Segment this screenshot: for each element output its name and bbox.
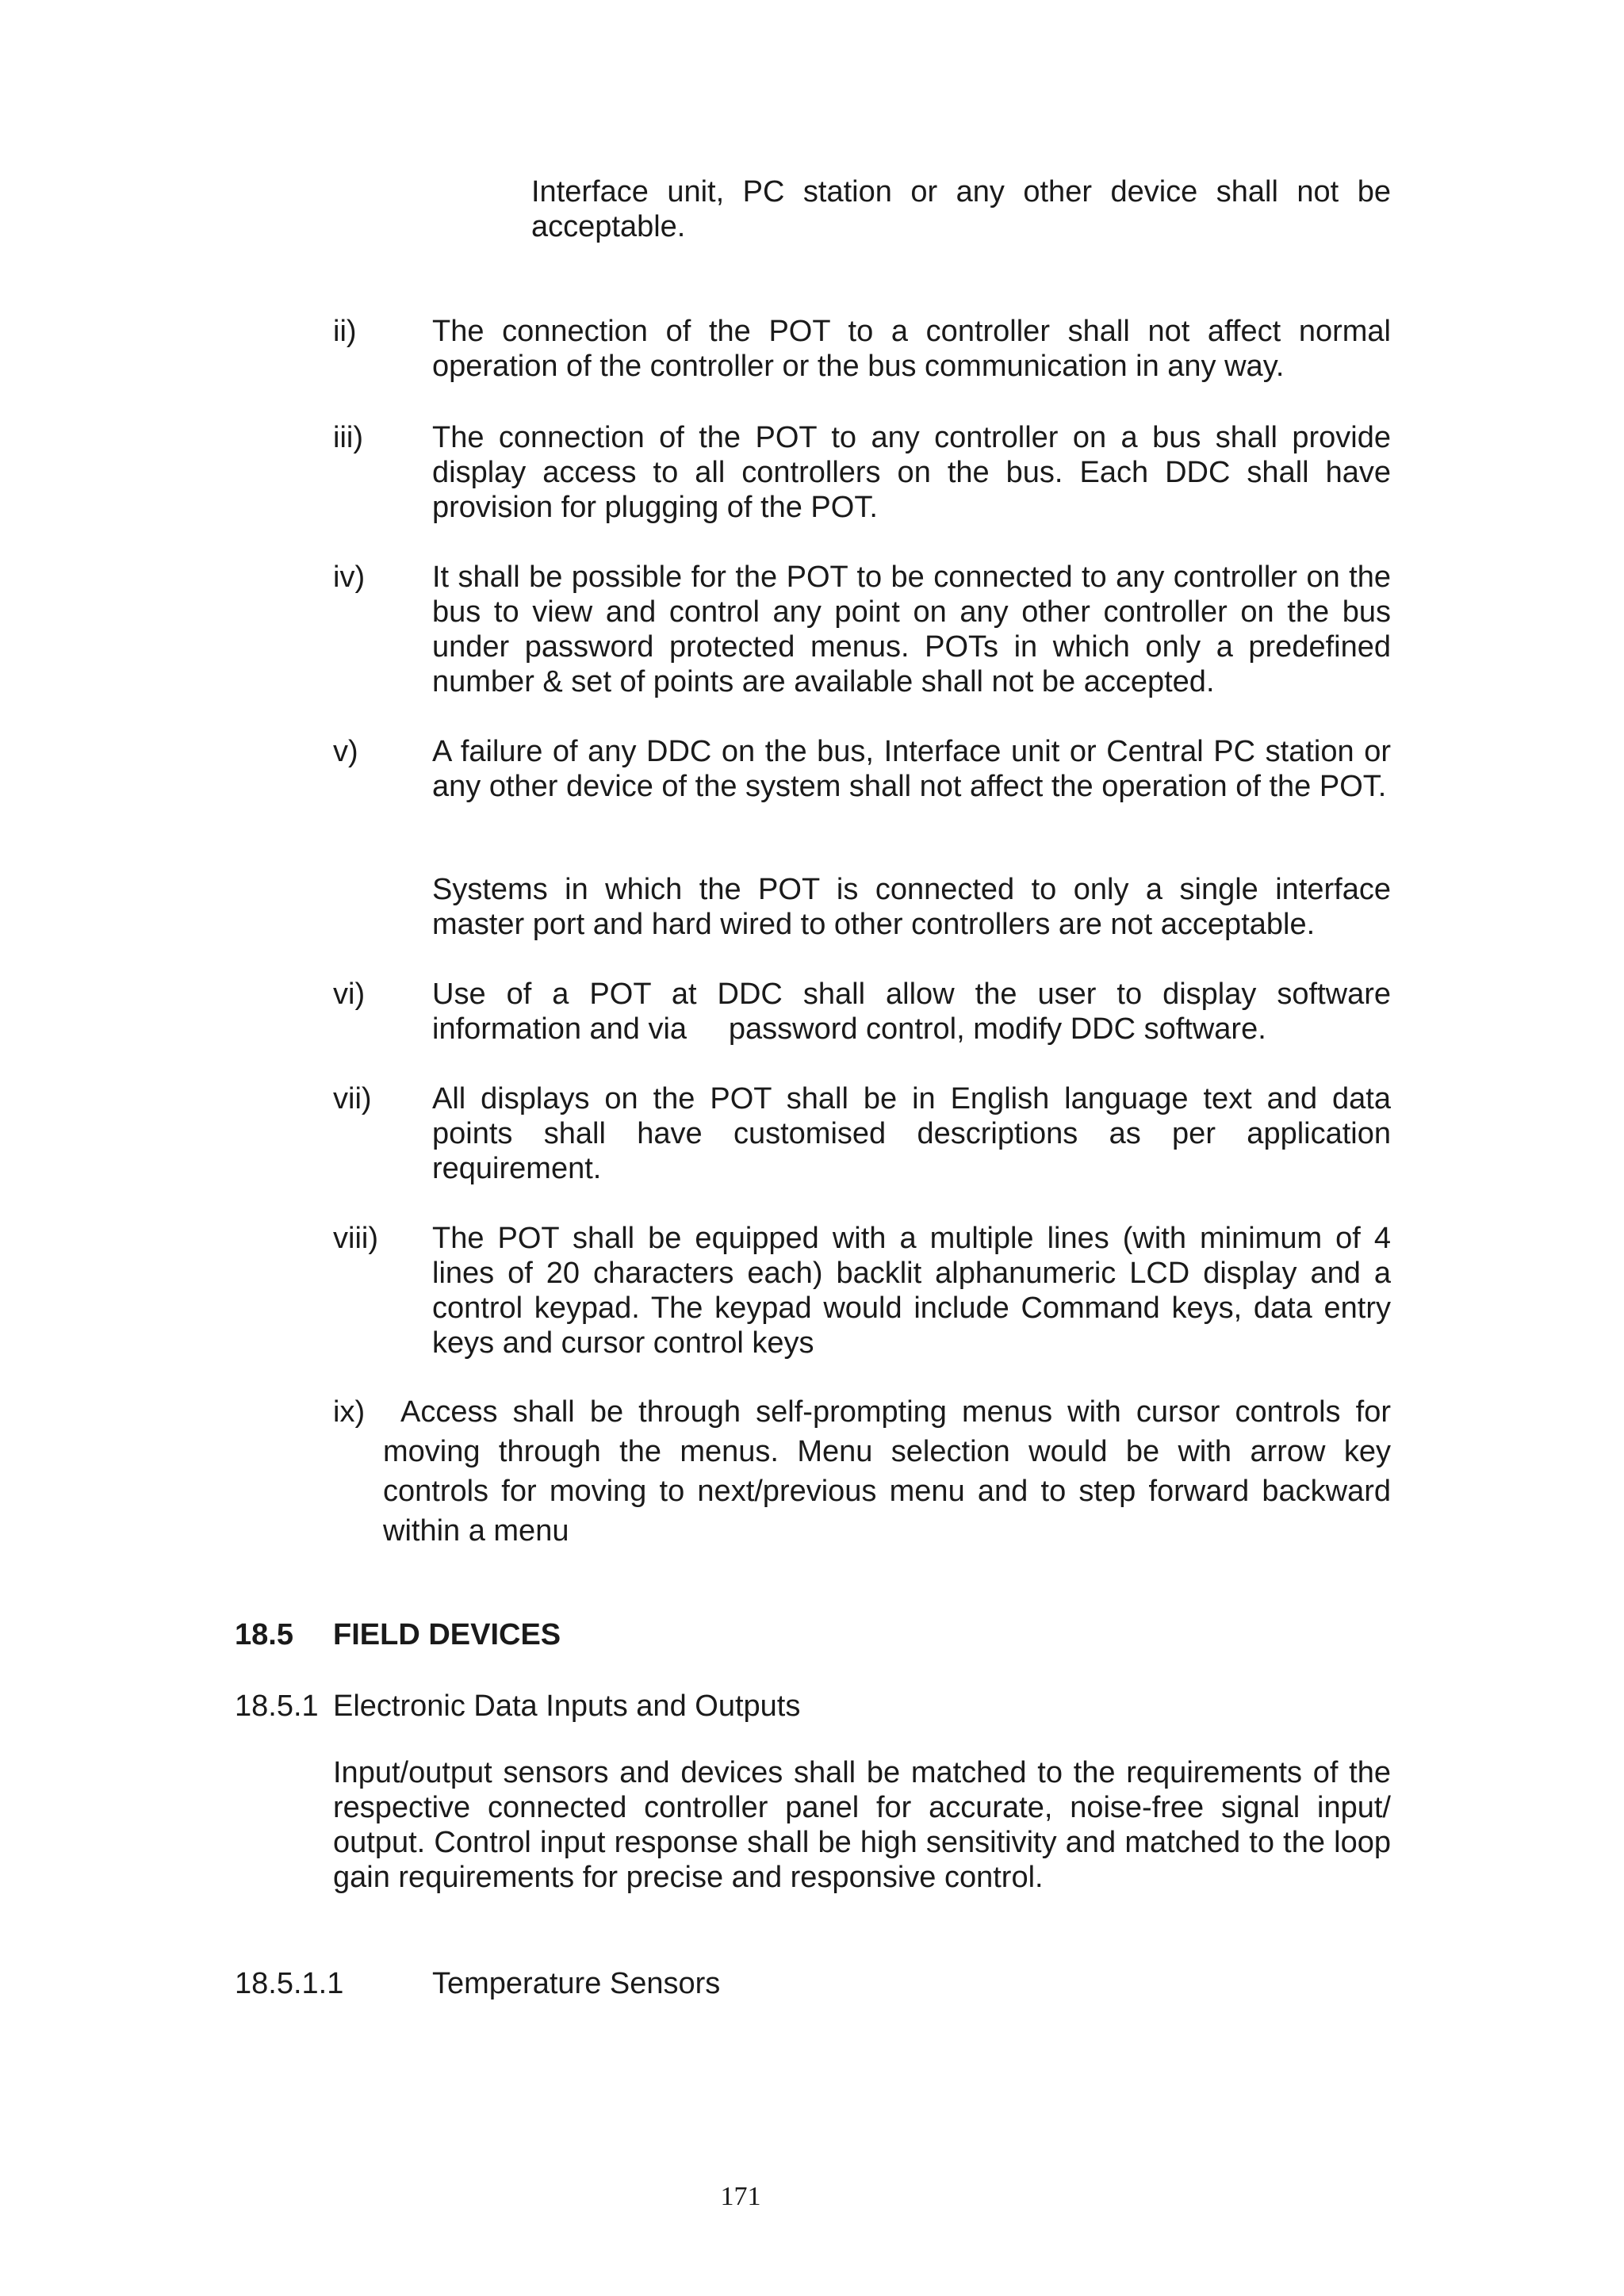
list-marker: iii) [333,421,363,454]
subsection-body: Input/output sensors and devices shall be matched to the requirements of the respective connected controller panel for accurate, noise-free signal input/ output. Control input response shall be high sensitivity and matched to the loop gain requirements for precise and responsive control. [333,1756,1391,1894]
list-marker: vii) [333,1082,372,1115]
list-item-text: All displays on the POT shall be in English language text and data points shall have customised descriptions as per application requirement. [432,1082,1391,1185]
list-item-text: Use of a POT at DDC shall allow the user to display software information and via password control, modify DDC software. [432,978,1391,1046]
list-marker: ix) [333,1395,366,1429]
list-marker: iv) [333,561,366,594]
continuation-paragraph: Interface unit, PC station or any other device shall not be acceptable. [531,175,1391,243]
list-marker: viii) [333,1222,378,1255]
list-item-text: A failure of any DDC on the bus, Interface unit or Central PC station or any other device of the system shall not affect the operation of the POT. [432,735,1391,803]
list-item-text: Access shall be through self-prompting menus with cursor controls for moving through the menus. Menu selection would be with arrow key controls for moving to next/previous menu and to step forward backward within a menu [383,1395,1391,1548]
list-marker: vi) [333,978,366,1011]
list-item-text: It shall be possible for the POT to be connected to any controller on the bus to view and control any point on any other controller on the bus under password protected menus. POTs in which only a predefined number & set of points are available shall not be accepted. [432,561,1391,698]
section-title: FIELD DEVICES [333,1618,561,1651]
subsection-title: Electronic Data Inputs and Outputs [333,1689,801,1723]
subsubsection-number: 18.5.1.1 [235,1967,344,2000]
page-number: 171 [720,2182,761,2211]
list-item-text: The connection of the POT to any controller on a bus shall provide display access to all controllers on the bus. Each DDC shall have provision for plugging of the POT. [432,421,1391,524]
subsubsection-title: Temperature Sensors [432,1967,721,2000]
list-marker: ii) [333,315,357,348]
list-item-text: The connection of the POT to a controller shall not affect normal operation of the controller or the bus communication in any way. [432,315,1391,383]
list-item-extra-paragraph: Systems in which the POT is connected to only a single interface master port and hard wired to other controllers are not acceptable. [432,873,1391,941]
list-item-text: The POT shall be equipped with a multiple lines (with minimum of 4 lines of 20 characters each) backlit alphanumeric LCD display and a control keypad. The keypad would include Command keys, data entry keys and cursor control keys [432,1222,1391,1360]
section-number: 18.5 [235,1618,293,1651]
list-marker: v) [333,735,358,768]
subsection-number: 18.5.1 [235,1689,319,1723]
